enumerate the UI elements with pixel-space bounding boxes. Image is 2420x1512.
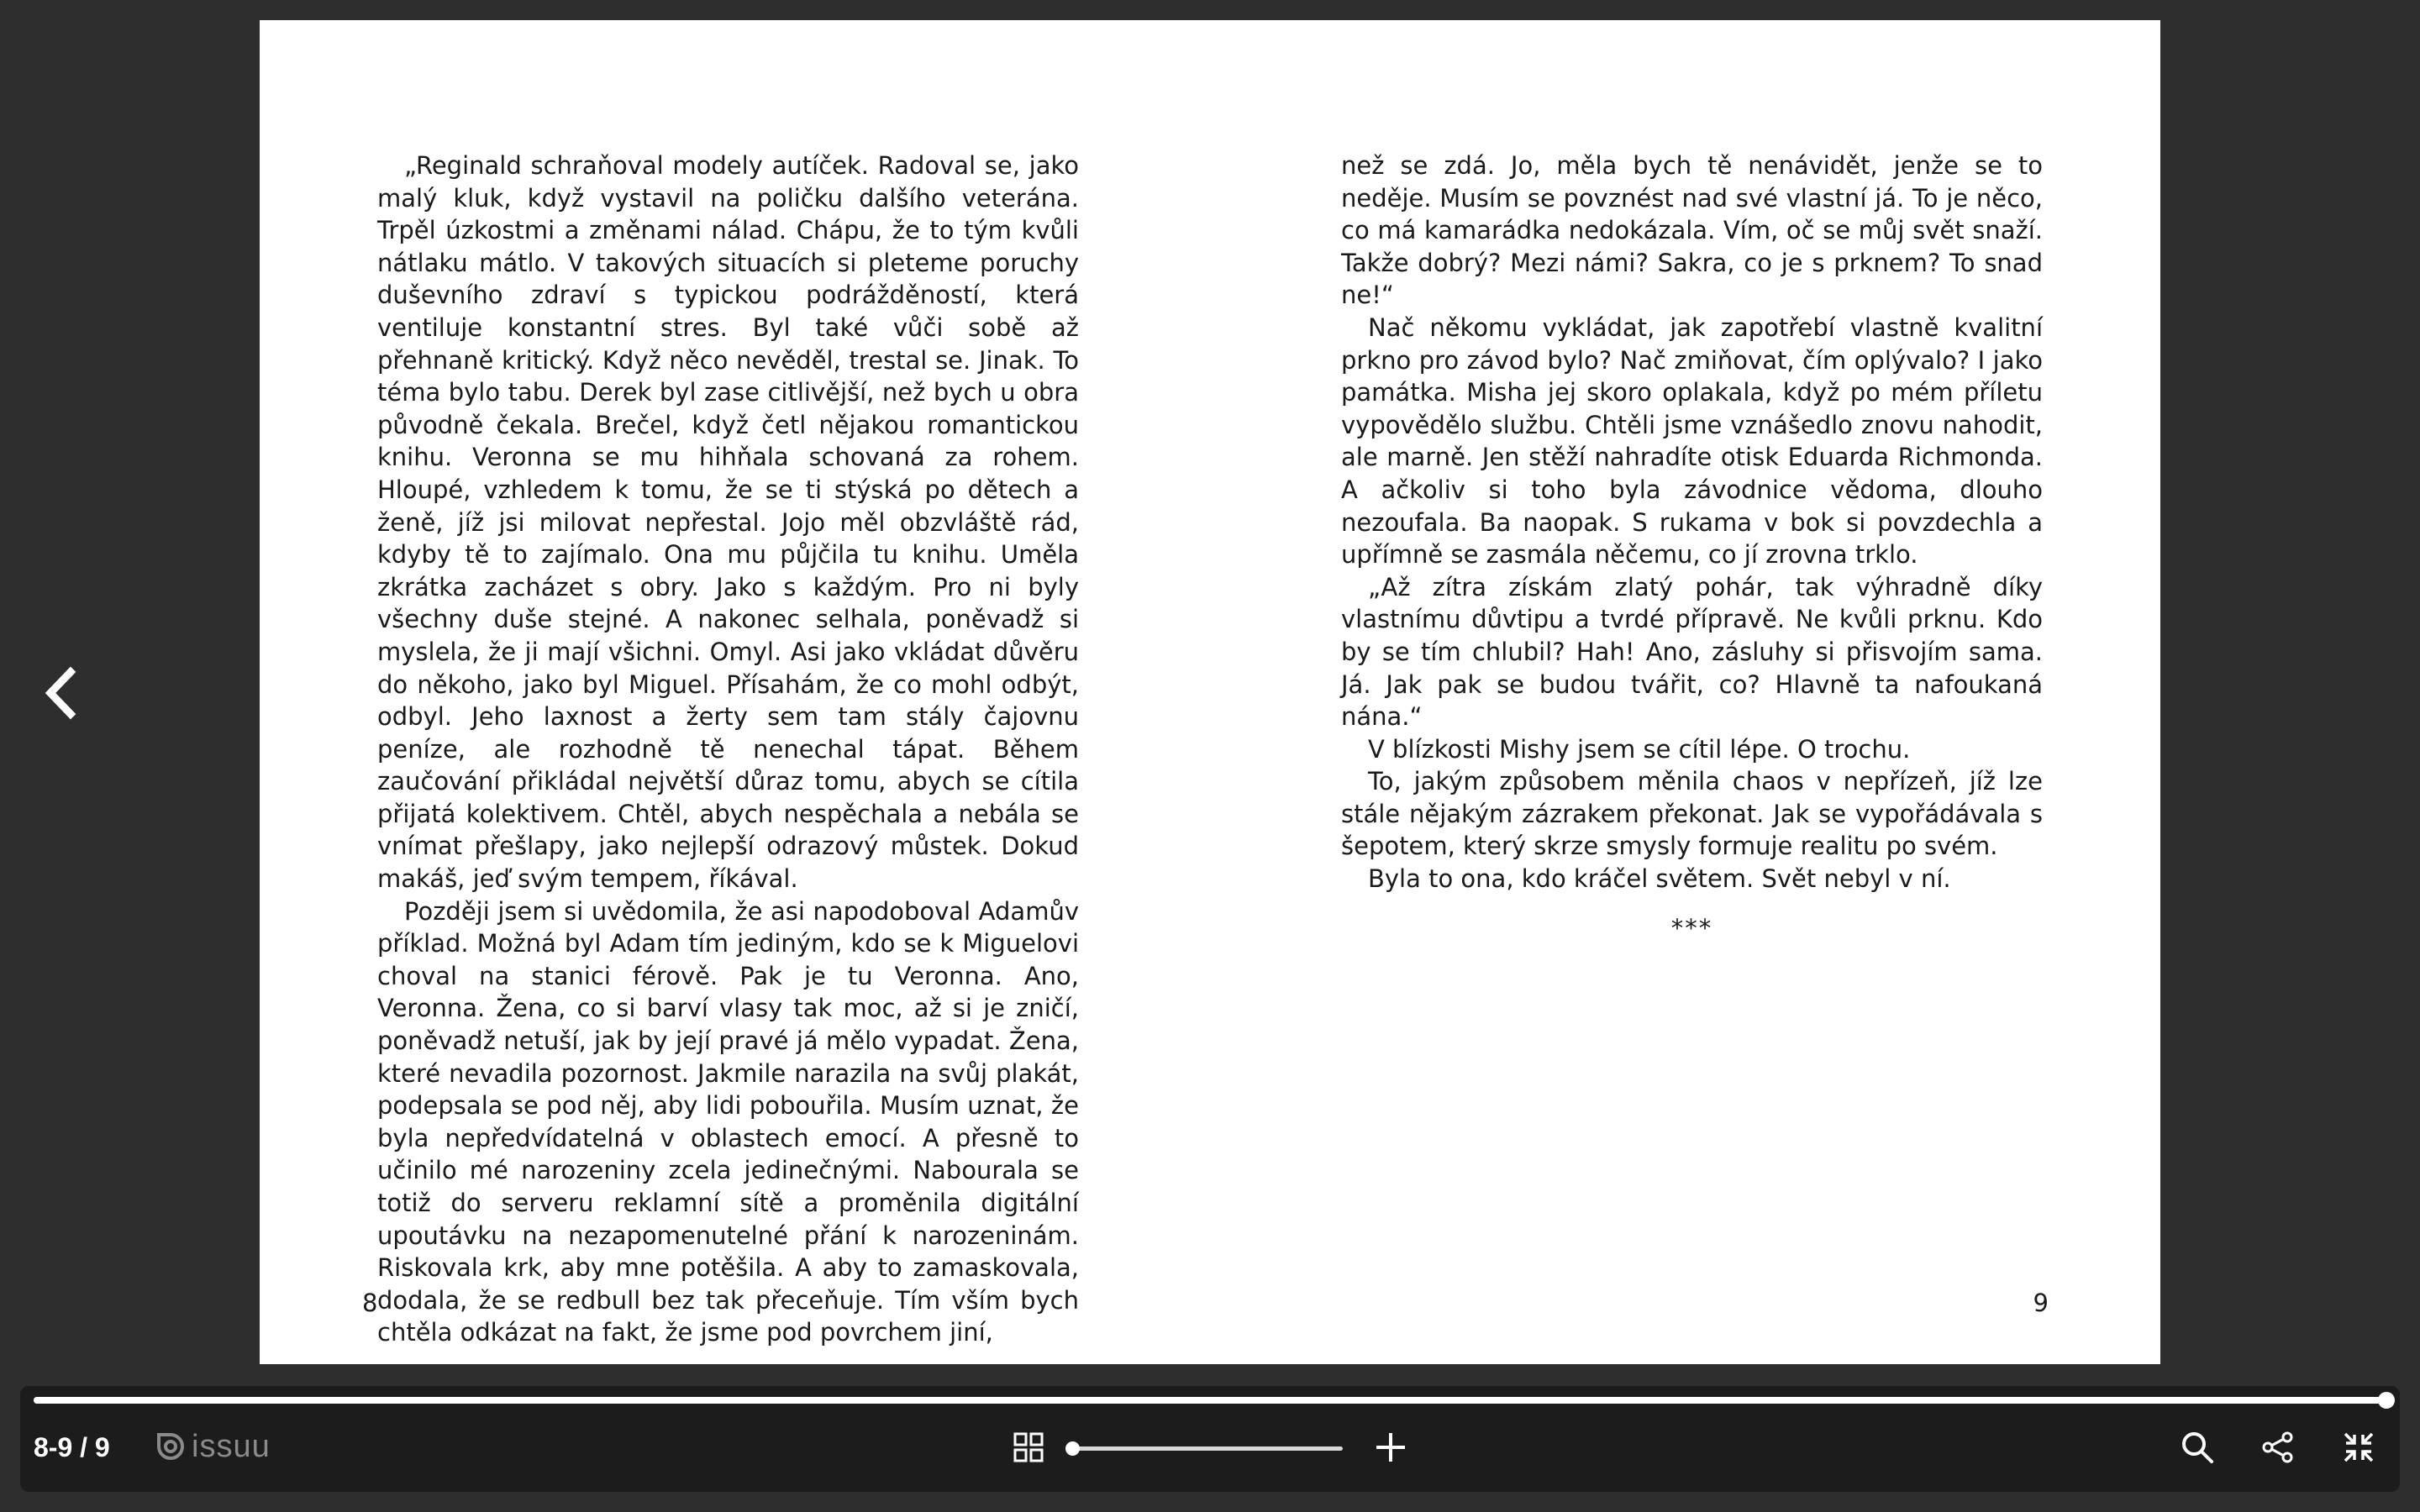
issuu-logo-icon xyxy=(156,1432,185,1461)
section-separator: *** xyxy=(1670,913,1713,942)
left-paragraph-1: „Reginald schraňoval modely autíček. Radoval se, jako malý kluk, když vystavil na poličku dalšího veterána. Trpěl úzkostmi a změnami nálad. Chápu, že to tým kvůli nátlaku mátlo. V takových situacích si pleteme poruchy duševního zdraví s typickou podrážděností, která ventiluje konstantní stres. Byl také vůči sobě až přehnaně kritický. Když něco nevěděl, trestal se. Jinak. To téma bylo tabu. Derek byl zase citlivější, než bych u obra původně čekala. Brečel, když četl nějakou romantickou knihu. Veronna se mu hihňala schovaná za rohem. Hloupé, vzhledem k tomu, že se ti stýská po dětech a ženě, jíž jsi milovat nepřestal. Jojo měl obzvláště rád, kdyby tě to zajímalo. Ona mu půjčila tu knihu. Uměla zkrátka zacházet s obry. Jako s každým. Pro ni byly všechny duše stejné. A nakonec selhala, poněvadž si myslela, že ji mají všichni. Omyl. Asi jako vkládat důvěru do někoho, jako byl Miguel. Přísahám, že co mohl odbýt, odbyl. Jeho laxnost a žerty sem tam stály čajovnu peníze, ale rozhodně tě nenechal tápat. Během zaučování přikládal největší důraz tomu, abych se cítila přijatá kolektivem. Chtěl, abych nespěchala a nebála se vnímat přešlapy, jako nejlepší odrazový můstek. Dokud makáš, jeď svým tempem, říkával. xyxy=(377,151,1079,894)
issuu-logo[interactable] xyxy=(156,1428,271,1464)
right-paragraph-3: „Až zítra získám zlatý pohár, tak výhradně díky vlastnímu důvtipu a tvrdé přípravě. Ne kvůli prknu. Kdo by se tím chlubil? Hah! Ano, zásluhy si přisvojím sama. Já. Jak pak se budou tvářit, co? Hlavně ta nafoukaná nána.“ xyxy=(1341,572,2043,732)
zoom-handle[interactable] xyxy=(1065,1441,1080,1456)
progress-fill xyxy=(34,1397,2386,1404)
progress-handle[interactable] xyxy=(2378,1392,2395,1409)
right-paragraph-5: To, jakým způsobem měnila chaos v nepřízeň, jíž lze stále nějakým zázrakem překonat. Jak se vypořádávala s šepotem, který skrze smysly formuje realitu po svém. xyxy=(1341,767,2043,861)
right-paragraph-6: Byla to ona, kdo kráčel světem. Svět nebyl v ní. xyxy=(1368,864,1951,894)
right-paragraph-1: než se zdá. Jo, měla bych tě nenávidět, jenže se to neděje. Musím se povznést nad své vlastní já. To je něco, co má kamarádka nedokázala. Vím, oč se můj svět snaží. Takže dobrý? Mezi námi? Sakra, co je s prknem? To snad ne!“ xyxy=(1341,151,2043,310)
chevron-left-icon xyxy=(34,664,92,722)
page-indicator: 8-9 / 9 xyxy=(34,1432,110,1462)
left-page-number: 8 xyxy=(362,1289,378,1317)
plus-icon xyxy=(1373,1430,1408,1465)
left-paragraph-2: Později jsem si uvědomila, že asi napodoboval Adamův příklad. Možná byl Adam tím jediným, kdo se k Miguelovi choval na stanici férově. Pak je tu Veronna. Ano, Veronna. Žena, co si barví vlasy tak moc, až si je zničí, poněvadž netuší, jak by její pravé já mělo vypadat. Žena, které nevadila pozornost. Jakmile narazila na svůj plakát, podepsala se pod něj, aby lidi pobouřila. Musím uznat, že byla nepředvídatelná v oblastech emocí. A přesně to učinilo mé narozeniny zcela jedinečnými. Nabourala se totiž do serveru reklamní sítě a proměnila digitální upoutávku na nezapomenutelné přání k narozeninám. Riskovala krk, aby mne potěšila. A aby to zamaskovala, dodala, že se redbull bez tak přeceňuje. Tím vším bych chtěla odkázat na fakt, že jsme pod povrchem jiní, xyxy=(377,896,1079,1347)
grid-icon xyxy=(1012,1431,1045,1464)
previous-page-button[interactable] xyxy=(34,664,92,722)
left-page-text xyxy=(377,150,1079,1349)
zoom-slider[interactable] xyxy=(1072,1446,1343,1451)
zoom-in-button[interactable] xyxy=(1373,1430,1408,1465)
right-page-text xyxy=(1341,150,2043,944)
logo-text: issuu xyxy=(192,1428,271,1464)
right-paragraph-2: Nač někomu vykládat, jak zapotřebí vlastně kvalitní prkno pro závod bylo? Nač zmiňovat, čím oplývalo? I jako památka. Misha jej skoro oplakala, když po mém příletu vypovědělo službu. Chtěli jsme vznášedlo znovu nahodit, ale marně. Jen stěží nahradíte otisk Eduarda Richmonda. A ačkoliv si toho byla závodnice vědoma, dlouho nezoufala. Ba naopak. S rukama v bok si povzdechla a upřímně se zasmála něčemu, co jí zrovna trklo. xyxy=(1341,312,2043,570)
thumbnails-button[interactable] xyxy=(1012,1431,1045,1464)
right-page-number: 9 xyxy=(2033,1289,2049,1317)
search-button[interactable] xyxy=(2180,1430,2215,1465)
right-paragraph-4: V blízkosti Mishy jsem se cítil lépe. O trochu. xyxy=(1368,734,1911,764)
exit-fullscreen-button[interactable] xyxy=(2341,1430,2376,1465)
share-icon xyxy=(2260,1430,2296,1465)
exit-fullscreen-icon xyxy=(2341,1430,2376,1465)
viewer-toolbar xyxy=(20,1386,2400,1492)
book-spread xyxy=(260,20,2160,1364)
share-button[interactable] xyxy=(2260,1430,2296,1465)
search-icon xyxy=(2180,1430,2215,1465)
page-progress-slider[interactable] xyxy=(34,1397,2386,1404)
